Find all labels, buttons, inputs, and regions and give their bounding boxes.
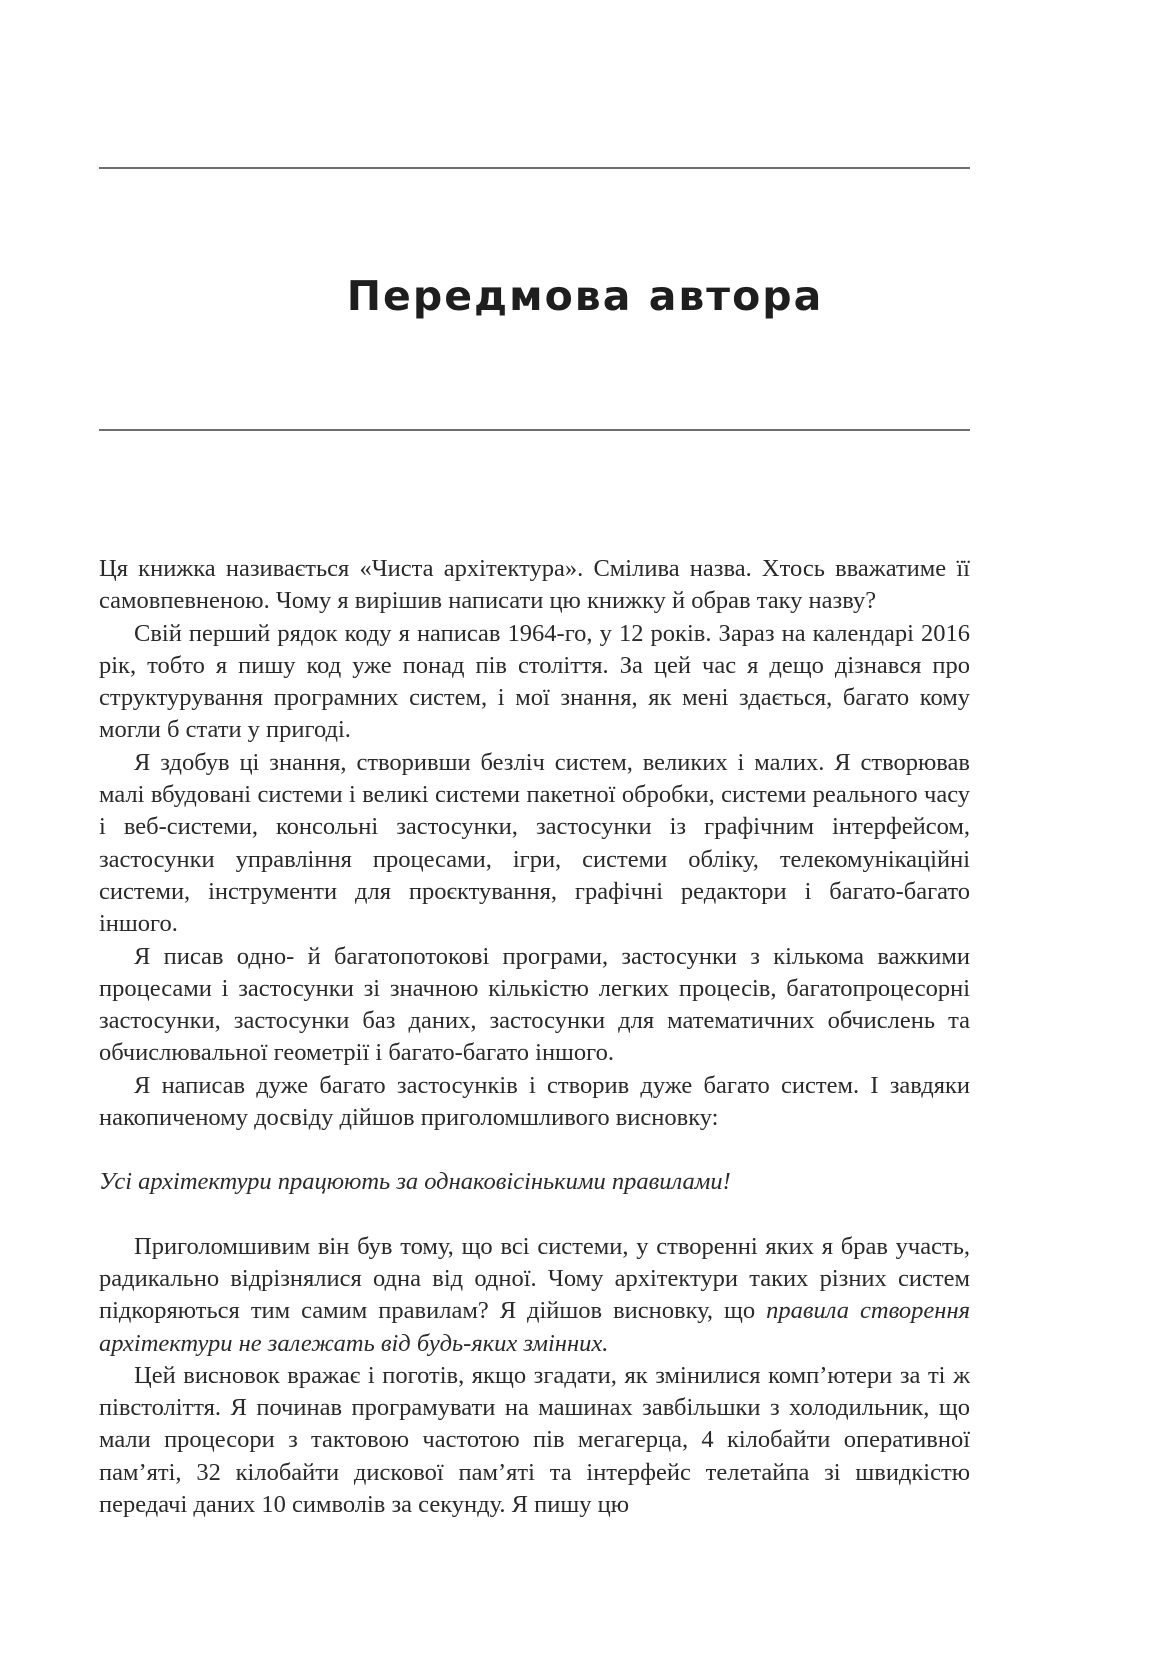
paragraph-5: Я написав дуже багато застосунків і створив дуже багато систем. І завдяки накопиченому досвіду дійшов приголомшливого висновку: (99, 1071, 970, 1132)
paragraph-2: Свій перший рядок коду я написав 1964-го, у 12 років. Зараз на календарі 2016 рік, тобто я пишу код уже понад пів століття. За цей час я дещо дізнався про структурування програмних систем, і мої знання, як мені здається, багато кому могли б стати у пригоді. (99, 619, 970, 744)
paragraph-6-text: Приголомшивим він був тому, що всі системи, у створенні яких я брав участь, радикально відрізнялися одна від одної. Чому архітектури таких різних систем підкоряються тим самим правилам? Я дійшов висновку, що (99, 1232, 970, 1325)
chapter-title: Передмова автора (346, 272, 824, 320)
title-bottom-rule (99, 429, 970, 431)
body-text (99, 553, 970, 1521)
paragraph-1: Ця книжка називається «Чиста архітектура». Смілива назва. Хтось вважатиме її самовпевненою. Чому я вирішив написати цю книжку й обрав таку назву? (99, 555, 970, 615)
key-conclusion-quote: Усі архітектури працюють за однаковісінькими правилами! (99, 1168, 731, 1196)
top-rule (99, 167, 970, 169)
paragraph-3: Я здобув ці знання, створивши безліч систем, великих і малих. Я створював малі вбудовані системи і великі системи пакетної обробки, системи реального часу і веб-системи, консольні застосунки, застосунки із графічним інтерфейсом, застосунки управління процесами, ігри, системи обліку, телекомунікаційні системи, інструменти для проєктування, графічні редактори і багато-багато іншого. (99, 748, 970, 938)
paragraph-4: Я писав одно- й багатопотокові програми, застосунки з кількома важкими процесами і застосунки зі значною кількістю легких процесів, багатопроцесорні застосунки, застосунки баз даних, застосунки для математичних обчислень та обчислювальної геометрії і багато-багато іншого. (99, 942, 970, 1067)
paragraph-6 (99, 1231, 970, 1360)
paragraph-6-emphasis: правила створення архітектури не залежать від будь-яких змінних. (99, 1297, 970, 1357)
paragraph-7: Цей висновок вражає і поготів, якщо згадати, як змінилися комп’ютери за ті ж півстоліття. Я починав програмувати на машинах завбільшки з холодильник, що мали процесори з тактовою частотою пів мегагерца, 4 кілобайти оперативної пам’яті, 32 кілобайти дискової пам’яті та інтерфейс телетайпа зі швидкістю передачі даних 10 символів за секунду. Я пишу цю (99, 1361, 970, 1519)
